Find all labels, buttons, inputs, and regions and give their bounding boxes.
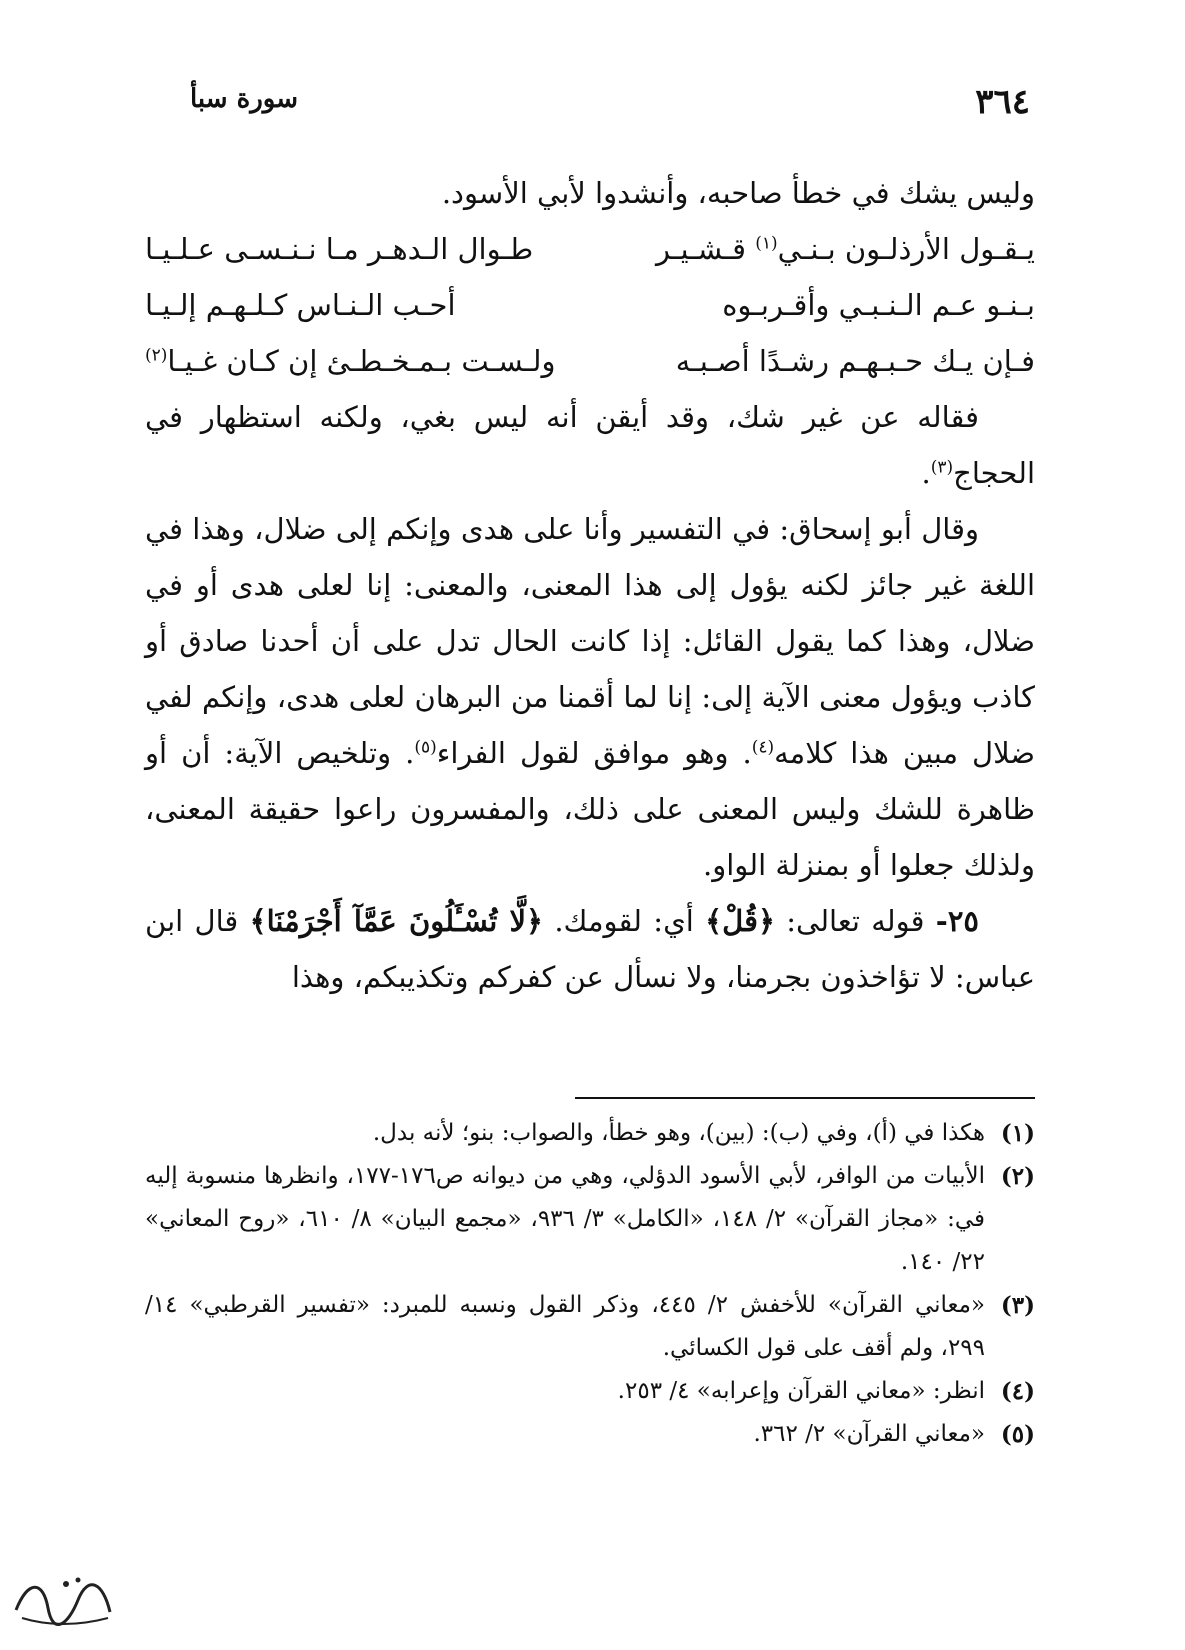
hemistich-right: فـإن يـك حـبـهـم رشـدًا أصـبـه	[675, 344, 1035, 378]
footnote-ref[interactable]: (١)	[755, 233, 778, 254]
text-line: وليس يشك في خطأ صاحبه، وأنشدوا لأبي الأسود.	[441, 176, 1035, 210]
footnote-text: الأبيات من الوافر، لأبي الأسود الدؤلي، وهي من ديوانه ص١٧٦-١٧٧، وانظرها منسوبة إليه في: «مجاز القرآن» ٢/ ١٤٨، «الكامل» ٣/ ٩٣٦، «مجمع البيان» ٨/ ٦١٠، «روح المعاني» ٢٢/ ١٤٠.	[145, 1163, 986, 1275]
footnote	[145, 1112, 1035, 1155]
page-number: ٣٦٤	[975, 82, 1030, 122]
running-header	[150, 78, 1030, 134]
footnote-text: هكذا في (أ)، وفي (ب): (بين)، وهو خطأ، والصواب: بنو؛ لأنه بدل.	[372, 1120, 985, 1146]
poem-verse	[145, 221, 1035, 277]
quran-quote: ﴿لَّا تُسْـَٔلُونَ عَمَّآ أَجْرَمْنَا﴾	[249, 904, 544, 938]
watermark-logo-icon	[8, 1570, 118, 1632]
footnote	[145, 1155, 1035, 1284]
footnote-text: انظر: «معاني القرآن وإعرابه» ٤/ ٢٥٣.	[617, 1378, 985, 1404]
footnote-number: (٣)	[1000, 1292, 1035, 1319]
hemistich-left: طـوال الـدهـر مـا نـنـسـى عـلـيـا	[145, 232, 534, 266]
surah-title: سورة سبأ	[190, 84, 298, 114]
footnote-text: «معاني القرآن» ٢/ ٣٦٢.	[753, 1421, 985, 1447]
main-text	[145, 165, 1035, 1005]
footnote-ref[interactable]: (٢)	[145, 345, 168, 366]
footnote-ref[interactable]: (٣)	[930, 457, 954, 478]
hemistich-right: بـنـو عـم الـنـبـي وأقـربـوه	[722, 288, 1035, 322]
hemistich-left: أحـب الـنـاس كـلـهـم إلـيـا	[145, 288, 456, 322]
poem-verse	[145, 277, 1035, 333]
footnote-number: (٢)	[1000, 1163, 1035, 1190]
footnotes	[145, 1112, 1035, 1456]
footnote-ref[interactable]: (٥)	[414, 737, 437, 758]
poem-verse	[145, 333, 1035, 389]
footnote-number: (٥)	[1000, 1421, 1035, 1448]
quran-quote: ﴿قُلْ﴾	[705, 904, 775, 938]
footnote-number: (٤)	[1000, 1378, 1035, 1405]
footnote	[145, 1284, 1035, 1370]
hemistich-right: يـقـول الأرذلـون بـنـي$^{(١)}$ قـشـيـر	[656, 232, 1035, 266]
footnote-text: «معاني القرآن» للأخفش ٢/ ٤٤٥، وذكر القول ونسبه للمبرد: «تفسير القرطبي» ١٤/ ٢٩٩، ولم أقف على قول الكسائي.	[145, 1292, 986, 1361]
footnote-divider	[575, 1097, 1035, 1099]
paragraph: ٢٥- قوله تعالى: ﴿قُلْ﴾ أي: لقومك. ﴿لَّا تُسْـَٔلُونَ عَمَّآ أَجْرَمْنَا﴾ قال ابن عباس: لا تؤاخذون بجرمنا، ولا نسأل عن كفركم وتكذيبكم، وهذا	[145, 904, 1035, 994]
verse-number: ٢٥-	[935, 904, 979, 938]
paragraph: وقال أبو إسحاق: في التفسير وأنا على هدى وإنكم إلى ضلال، وهذا في اللغة غير جائز لكنه يؤول إلى هذا المعنى، والمعنى: إنا لعلى هدى أو في ضلال، وهذا كما يقول القائل: إذا كانت الحال تدل على أن أحدنا صادق أو كاذب ويؤول معنى الآية إلى: إنا لما أقمنا من البرهان لعلى هدى، وإنكم لفي ضلال مبين هذا كلامه$^{(٤)}$. وهو موافق لقول الفراء$^{(٥)}$. وتلخيص الآية: أن أو ظاهرة للشك وليس المعنى على ذلك، والمفسرون راعوا حقيقة المعنى، ولذلك جعلوا أو بمنزلة الواو.	[145, 512, 1035, 882]
footnote-number: (١)	[1000, 1120, 1035, 1147]
hemistich-left: ولـسـت بـمـخـطـئ إن كـان غـيـا$^{(٢)}$	[145, 344, 556, 378]
footnote-ref[interactable]: (٤)	[751, 737, 775, 758]
footnote	[145, 1413, 1035, 1456]
footnote	[145, 1370, 1035, 1413]
paragraph: فقاله عن غير شك، وقد أيقن أنه ليس بغي، ولكنه استظهار في الحجاج$^{(٣)}$.	[145, 400, 1035, 490]
